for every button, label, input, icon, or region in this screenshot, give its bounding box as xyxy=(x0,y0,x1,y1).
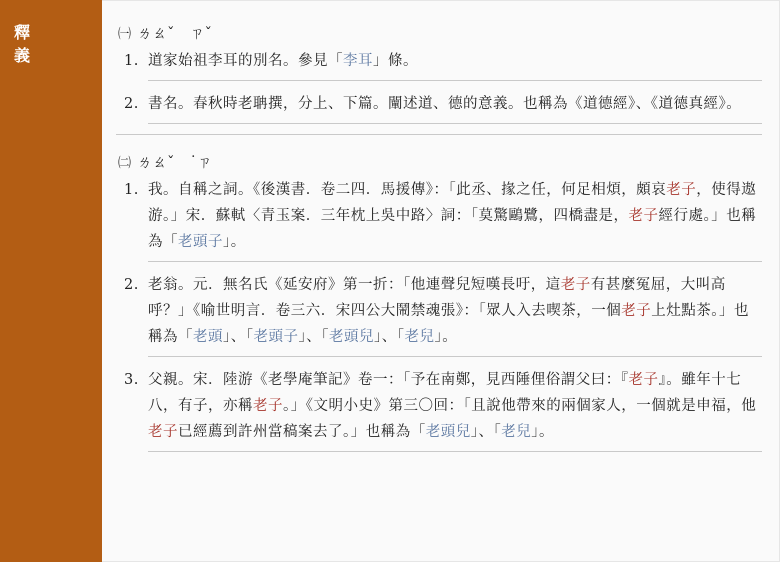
definition-text xyxy=(148,53,418,69)
definition-item xyxy=(118,48,762,74)
text-segment: 。」《文明小史》第三〇回：「且說他帶來的兩個家人，一個就是申福，他 xyxy=(283,398,757,414)
text-segment: 」、「 xyxy=(223,329,254,345)
item-divider xyxy=(148,261,762,262)
zhuyin-text: ㄌㄠˇ ˙ㄗ xyxy=(137,153,213,171)
text-segment: 已經薦到許州當稿案去了。」也稱為「 xyxy=(178,424,426,440)
definition-section xyxy=(118,149,762,452)
cross-reference-link[interactable]: 李耳 xyxy=(343,53,373,69)
definition-item xyxy=(118,177,762,255)
text-segment: 」、「 xyxy=(374,329,405,345)
cross-reference-link[interactable]: 老頭子 xyxy=(253,329,299,345)
highlighted-term: 老子 xyxy=(628,208,659,224)
definition-section xyxy=(118,20,762,124)
highlighted-term: 老子 xyxy=(253,398,283,414)
definition-item xyxy=(118,367,762,445)
item-number: 1. xyxy=(124,53,139,69)
item-divider xyxy=(148,356,762,357)
text-segment: 有甚麼冤屈，大叫高呼？」《喻世明言．卷三六．宋四公大鬧禁魂張》：「眾人入去喫茶，一個 xyxy=(148,277,726,319)
cross-reference-link[interactable]: 老頭兒 xyxy=(329,329,374,345)
highlighted-term: 老子 xyxy=(628,372,659,388)
zhuyin-text: ㄌㄠˇ ㄗˇ xyxy=(137,24,213,42)
cross-reference-link[interactable]: 老兒 xyxy=(404,329,435,345)
text-segment: 」。 xyxy=(434,329,458,345)
item-number: 1. xyxy=(124,182,139,198)
definition-item xyxy=(118,272,762,350)
highlighted-term: 老子 xyxy=(560,277,591,293)
text-segment: 』。雖年十七八，有子，亦稱 xyxy=(148,372,742,414)
definition-text xyxy=(148,372,756,440)
cross-reference-link[interactable]: 老頭 xyxy=(193,329,223,345)
definition-item xyxy=(118,91,762,117)
definition-content xyxy=(118,20,762,462)
item-divider xyxy=(148,451,762,452)
cross-reference-link[interactable]: 老兒 xyxy=(501,424,532,440)
cross-reference-link[interactable]: 老頭兒 xyxy=(425,424,471,440)
text-segment: 上灶點茶。」也稱為「 xyxy=(148,303,749,345)
definition-text xyxy=(148,182,756,250)
definition-text xyxy=(148,277,749,345)
text-segment: 」、「 xyxy=(470,424,502,440)
text-segment: 經行處。」也稱為「 xyxy=(148,208,757,250)
item-divider xyxy=(148,80,762,81)
text-segment: 父親。宋．陸游《老學庵筆記》卷一：「予在南鄭，見西陲俚俗謂父曰：『 xyxy=(148,372,629,388)
text-segment: 」條。 xyxy=(373,53,418,69)
item-number: 2. xyxy=(124,277,139,293)
pronunciation-heading xyxy=(118,149,762,175)
section-index: ㈠ xyxy=(118,27,132,42)
cross-reference-link[interactable]: 老頭子 xyxy=(178,234,223,250)
item-number: 3. xyxy=(124,372,139,388)
sidebar-title: 釋義 xyxy=(14,23,69,65)
highlighted-term: 老子 xyxy=(621,303,652,319)
sidebar xyxy=(0,0,102,562)
pronunciation-heading xyxy=(118,20,762,46)
text-segment: 」。 xyxy=(223,234,246,250)
definition-text xyxy=(148,96,741,112)
text-segment: 道家始祖李耳的別名。參見「 xyxy=(148,53,343,69)
section-divider xyxy=(116,134,762,135)
item-number: 2. xyxy=(124,96,139,112)
highlighted-term: 老子 xyxy=(148,424,178,440)
highlighted-term: 老子 xyxy=(666,182,697,198)
item-divider xyxy=(148,123,762,124)
text-segment: 」、「 xyxy=(298,329,329,345)
section-index: ㈡ xyxy=(118,156,132,171)
text-segment: 」。 xyxy=(531,424,554,440)
text-segment: 我。自稱之詞。《後漢書．卷二四．馬援傳》：「此丞、掾之任，何足相煩，頗哀 xyxy=(148,182,667,198)
text-segment: 書名。春秋時老聃撰，分上、下篇。闡述道、德的意義。也稱為《道德經》、《道德真經》。 xyxy=(148,96,742,112)
text-segment: ，使得遨游。」宋．蘇軾〈青玉案．三年枕上吳中路〉詞：「莫驚鷗鷺，四橋盡是， xyxy=(148,182,757,224)
text-segment: 老翁。元．無名氏《延安府》第一折：「他連聲兒短嘆長吁，這 xyxy=(148,277,561,293)
